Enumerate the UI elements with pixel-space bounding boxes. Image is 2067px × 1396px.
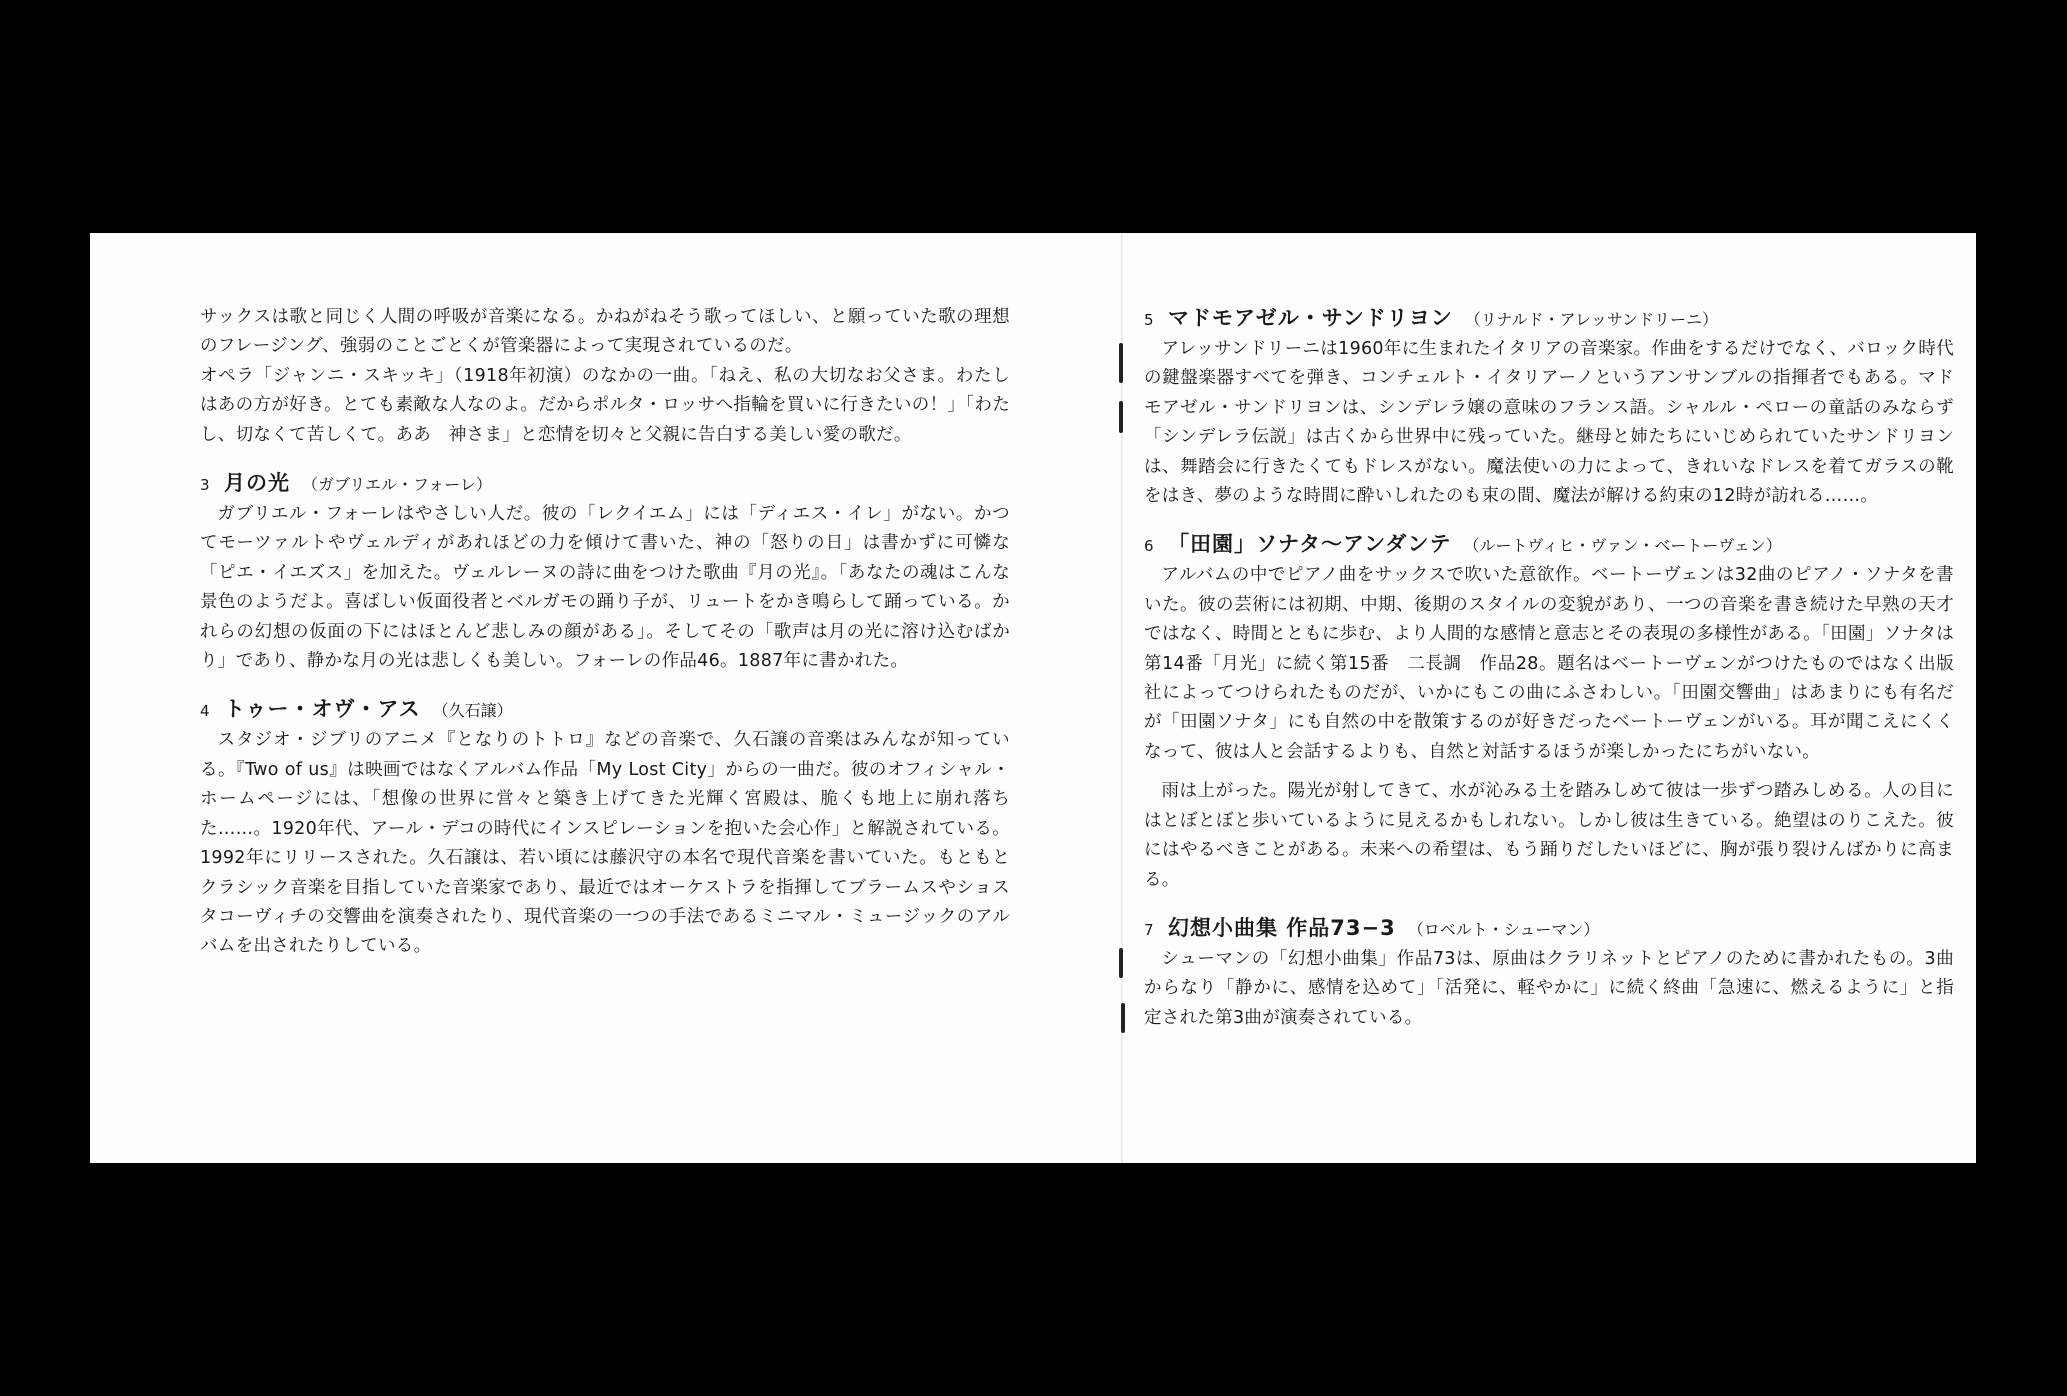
track-heading — [1144, 303, 1954, 335]
staple-top — [1119, 343, 1123, 383]
track-5-section — [1144, 303, 1954, 511]
track-composer: （ガブリエル・フォーレ） — [302, 475, 492, 495]
track-title: 月の光 — [224, 471, 290, 496]
track-number: 6 — [1144, 537, 1154, 556]
staple-bottom — [1119, 948, 1123, 978]
track-3-section — [200, 468, 1010, 676]
track-heading — [1144, 913, 1954, 945]
track-heading — [1144, 529, 1954, 561]
track-number: 5 — [1144, 311, 1154, 329]
track-description: シューマンの「幻想小曲集」作品73は、原曲はクラリネットとピアノのために書かれたもの。3曲からなり「静かに、感情を込めて」「活発に、軽やかに」に続く終曲「急速に、燃えるように」と指定された第3曲が演奏されている。 — [1144, 948, 1954, 1028]
track-description-continued: 雨は上がった。陽光が射してきて、水が沁みる土を踏みしめて彼は一歩ずつ踏みしめる。人の目にはとぼとぼと歩いているように見えるかもしれない。しかし彼は生きている。絶望はのりこえた。彼にはやるべきことがある。未来への希望は、もう踊りだしたいほどに、胸が張り裂けんばかりに高まる。 — [1144, 781, 1954, 890]
track-description: アレッサンドリーニは1960年に生まれたイタリアの音楽家。作曲をするだけでなく、バロック時代の鍵盤楽器すべてを弾き、コンチェルト・イタリアーノというアンサンブルの指揮者でもある。マドモアゼル・サンドリヨンは、シンデレラ嬢の意味のフランス語。シャルル・ペローの童話のみならず「シンデレラ伝説」は古くから世界中に残っていた。継母と姉たちにいじめられていたサンドリヨンは、舞踏会に行きたくてもドレスがない。魔法使いの力によって、きれいなドレスを着てガラスの靴をはき、夢のような時間に酔いしれたのも束の間、魔法が解ける約束の12時が訪れる……。 — [1144, 339, 1954, 507]
staple-bottom-lower — [1121, 1003, 1125, 1033]
left-page — [200, 303, 1010, 962]
track-4-section — [200, 694, 1010, 961]
track-title: 「田園」ソナタ〜アンダンテ — [1168, 532, 1452, 557]
track-title: マドモアゼル・サンドリヨン — [1168, 306, 1453, 330]
staple-top-lower — [1119, 401, 1123, 433]
track-description: アルバムの中でピアノ曲をサックスで吹いた意欲作。ベートーヴェンは32曲のピアノ・ソナタを書いた。彼の芸術には初期、中期、後期のスタイルの変貌があり、一つの音楽を書き続けた早熟の天才ではなく、時間とともに歩む、より人間的な感情と意志とその表現の多様性がある。「田園」ソナタは第14番「月光」に続く第15番 二長調 作品28。題名はベートーヴェンがつけたものではなく出版社によってつけられたものだが、いかにもこの曲にふさわしい。「田園交響曲」はあまりにも有名だが「田園ソナタ」にも自然の中を散策するのが好きだったベートーヴェンがいる。耳が聞こえにくくなって、彼は人と会話するよりも、自然と対話するほうが楽しかったにちがいない。 — [1144, 565, 1954, 762]
track-heading — [200, 468, 1010, 500]
track-heading — [200, 694, 1010, 726]
track-number: 3 — [200, 476, 210, 495]
intro-paragraph: サックスは歌と同じく人間の呼吸が音楽になる。かねがねそう歌ってほしい、と願っていた歌の理想のフレージング、強弱のことごとくが管楽器によって実現されているのだ。 オペラ「ジャンニ・スキッキ」（1918年初演）のなかの一曲。「ねえ、私の大切なお父さま。わたしはあの方が好き。とても素敵な人なのよ。だからポルタ・ロッサへ指輪を買いに行きたいの！」「わたし、切なくて苦しくて。ああ 神さま」と恋情を切々と父親に告白する美しい愛の歌だ。 — [200, 307, 1010, 445]
track-description: ガブリエル・フォーレはやさしい人だ。彼の「レクイエム」には「ディエス・イレ」がない。かつてモーツァルトやヴェルディがあれほどの力を傾けて書いた、神の「怒りの日」は書かずに可憐な「ピエ・イエズス」を加えた。ヴェルレーヌの詩に曲をつけた歌曲『月の光』。「あなたの魂はこんな景色のようだよ。喜ばしい仮面役者とベルガモの踊り子が、リュートをかき鳴らして踊っている。かれらの幻想の仮面の下にはほとんど悲しみの顔がある」。そしてその「歌声は月の光に溶け込むばかり」であり、静かな月の光は悲しくも美しい。フォーレの作品46。1887年に書かれた。 — [200, 504, 1010, 672]
track-number: 7 — [1144, 920, 1154, 939]
booklet-spread — [90, 233, 1976, 1163]
track-number: 4 — [200, 702, 210, 721]
right-page — [1144, 303, 1954, 1033]
track-composer: （ロベルト・シューマン） — [1407, 919, 1600, 939]
track-composer: （久石譲） — [432, 701, 513, 721]
track-6-section — [1144, 529, 1954, 894]
track-composer: （リナルド・アレッサンドリーニ） — [1464, 310, 1719, 329]
track-title: 幻想小曲集 作品73−3 — [1168, 915, 1396, 940]
track-composer: （ルートヴィヒ・ヴァン・ベートーヴェン） — [1463, 536, 1782, 556]
track-description: スタジオ・ジブリのアニメ『となりのトトロ』などの音楽で、久石譲の音楽はみんなが知っている。『Two of us』は映画ではなくアルバム作品「My Lost City」からの一曲だ。彼のオフィシャル・ホームページには、「想像の世界に営々と築き上げてきた光輝く宮殿は、脆くも地上に崩れ落ちた……。1920年代、アール・デコの時代にインスピレーションを抱いた会心作」と解説されている。1992年にリリースされた。久石譲は、若い頃には藤沢守の本名で現代音楽を書いていた。もともとクラシック音楽を目指していた音楽家であり、最近ではオーケストラを指揮してブラームスやショスタコーヴィチの交響曲を演奏されたり、現代音楽の一つの手法であるミニマル・ミュージックのアルバムを出されたりしている。 — [200, 730, 1010, 957]
track-7-section — [1144, 913, 1954, 1033]
track-title: トゥー・オヴ・アス — [224, 697, 421, 722]
